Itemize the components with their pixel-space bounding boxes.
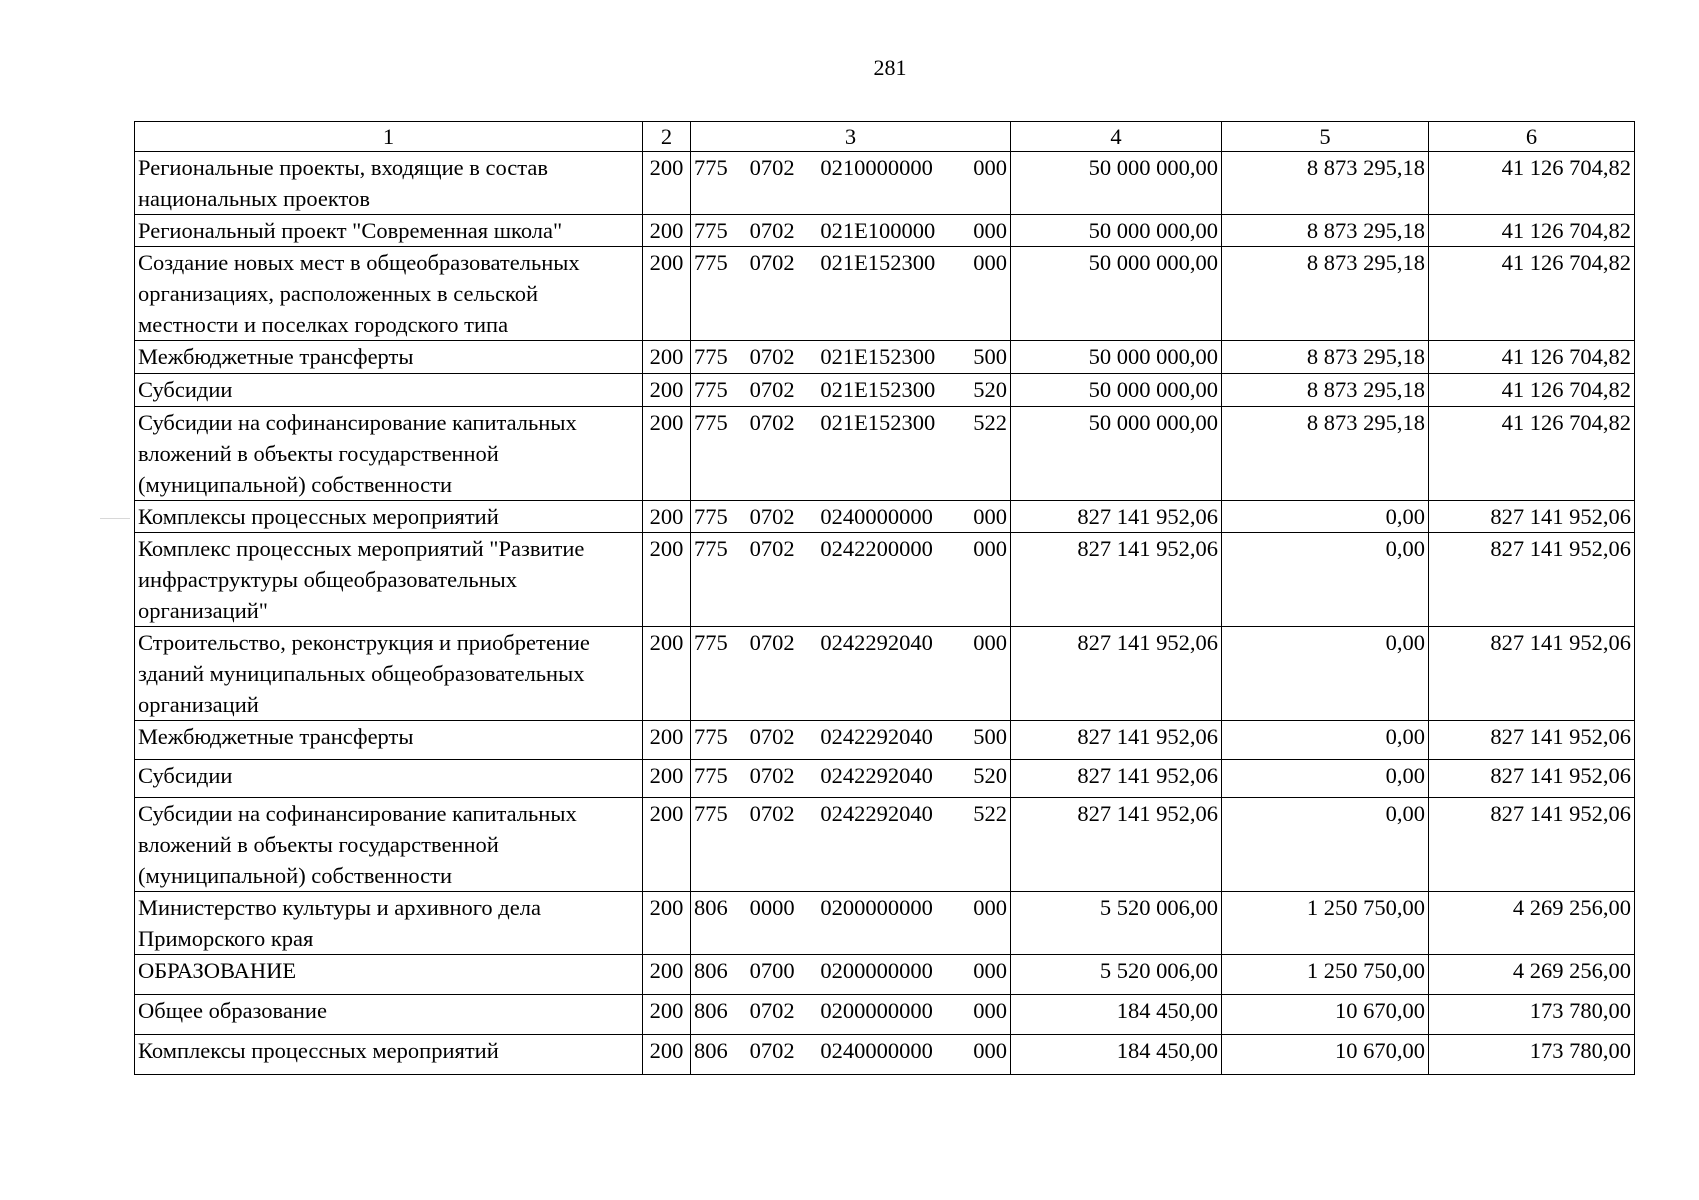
ministry-code: 775 xyxy=(694,504,728,529)
row-amount-col4: 50 000 000,00 xyxy=(1011,152,1222,215)
ministry-code: 806 xyxy=(694,958,728,983)
target-article-code: 0242292040 xyxy=(820,724,933,749)
table-row xyxy=(135,215,1635,247)
expense-type-code: 000 xyxy=(973,250,1007,275)
row-amount-col5: 1 250 750,00 xyxy=(1222,892,1429,955)
scan-artifact-line xyxy=(100,518,130,519)
ministry-code: 775 xyxy=(694,377,728,402)
row-classification-codes xyxy=(691,152,1011,215)
row-amount-col4: 184 450,00 xyxy=(1011,995,1222,1035)
row-name-cell: Региональный проект "Современная школа" xyxy=(135,215,643,247)
row-amount-col4: 50 000 000,00 xyxy=(1011,407,1222,501)
row-amount-col6: 41 126 704,82 xyxy=(1429,247,1635,341)
section-code: 0702 xyxy=(749,250,795,275)
ministry-code: 775 xyxy=(694,410,728,435)
row-name-cell: ОБРАЗОВАНИЕ xyxy=(135,955,643,995)
row-classification-codes xyxy=(691,955,1011,995)
table-row xyxy=(135,341,1635,374)
table-row xyxy=(135,760,1635,798)
ministry-code: 775 xyxy=(694,536,728,561)
section-code: 0702 xyxy=(749,630,795,655)
row-amount-col5: 8 873 295,18 xyxy=(1222,247,1429,341)
section-code: 0000 xyxy=(749,895,795,920)
section-code: 0702 xyxy=(749,1038,795,1063)
row-classification-codes xyxy=(691,407,1011,501)
page-number: 281 xyxy=(873,55,907,80)
row-classification-codes xyxy=(691,247,1011,341)
ministry-code: 775 xyxy=(694,724,728,749)
row-amount-col5: 0,00 xyxy=(1222,760,1429,798)
row-amount-col5: 8 873 295,18 xyxy=(1222,407,1429,501)
row-name-cell: Межбюджетные трансферты xyxy=(135,721,643,760)
row-classification-codes xyxy=(691,533,1011,627)
section-code: 0702 xyxy=(749,377,795,402)
row-amount-col4: 50 000 000,00 xyxy=(1011,215,1222,247)
row-amount-col5: 10 670,00 xyxy=(1222,995,1429,1035)
row-name-cell: Комплексы процессных мероприятий xyxy=(135,501,643,533)
section-code: 0700 xyxy=(749,958,795,983)
row-code-cell: 200 xyxy=(643,501,691,533)
ministry-code: 775 xyxy=(694,801,728,826)
column-header: 6 xyxy=(1429,122,1635,152)
row-name-cell: Межбюджетные трансферты xyxy=(135,341,643,374)
row-classification-codes xyxy=(691,501,1011,533)
row-classification-codes xyxy=(691,627,1011,721)
expense-type-code: 000 xyxy=(973,998,1007,1023)
target-article-code: 0200000000 xyxy=(820,895,933,920)
row-name-cell: Субсидии xyxy=(135,760,643,798)
ministry-code: 775 xyxy=(694,155,728,180)
row-code-cell: 200 xyxy=(643,760,691,798)
table-row xyxy=(135,501,1635,533)
expense-type-code: 522 xyxy=(973,410,1007,435)
ministry-code: 775 xyxy=(694,630,728,655)
target-article-code: 0240000000 xyxy=(820,504,933,529)
table-row xyxy=(135,1035,1635,1075)
section-code: 0702 xyxy=(749,724,795,749)
expense-type-code: 500 xyxy=(973,724,1007,749)
row-amount-col4: 827 141 952,06 xyxy=(1011,501,1222,533)
table-row xyxy=(135,721,1635,760)
row-code-cell: 200 xyxy=(643,247,691,341)
row-amount-col6: 41 126 704,82 xyxy=(1429,152,1635,215)
ministry-code: 806 xyxy=(694,998,728,1023)
row-amount-col6: 4 269 256,00 xyxy=(1429,955,1635,995)
row-code-cell: 200 xyxy=(643,152,691,215)
row-classification-codes xyxy=(691,721,1011,760)
target-article-code: 0242292040 xyxy=(820,630,933,655)
table-row xyxy=(135,892,1635,955)
row-amount-col5: 8 873 295,18 xyxy=(1222,215,1429,247)
row-amount-col4: 50 000 000,00 xyxy=(1011,374,1222,407)
row-code-cell: 200 xyxy=(643,798,691,892)
row-amount-col6: 173 780,00 xyxy=(1429,995,1635,1035)
row-amount-col4: 827 141 952,06 xyxy=(1011,760,1222,798)
row-classification-codes xyxy=(691,995,1011,1035)
row-amount-col6: 41 126 704,82 xyxy=(1429,374,1635,407)
row-amount-col6: 827 141 952,06 xyxy=(1429,798,1635,892)
row-classification-codes xyxy=(691,374,1011,407)
section-code: 0702 xyxy=(749,218,795,243)
column-header: 5 xyxy=(1222,122,1429,152)
row-code-cell: 200 xyxy=(643,1035,691,1075)
table-row xyxy=(135,798,1635,892)
section-code: 0702 xyxy=(749,763,795,788)
row-amount-col6: 41 126 704,82 xyxy=(1429,215,1635,247)
target-article-code: 0242292040 xyxy=(820,763,933,788)
row-amount-col4: 827 141 952,06 xyxy=(1011,721,1222,760)
target-article-code: 021E152300 xyxy=(820,344,936,369)
column-header: 3 xyxy=(691,122,1011,152)
ministry-code: 806 xyxy=(694,1038,728,1063)
row-code-cell: 200 xyxy=(643,215,691,247)
ministry-code: 775 xyxy=(694,763,728,788)
section-code: 0702 xyxy=(749,536,795,561)
table-row xyxy=(135,995,1635,1035)
row-code-cell: 200 xyxy=(643,341,691,374)
table-row xyxy=(135,955,1635,995)
budget-table xyxy=(134,121,1635,1075)
row-classification-codes xyxy=(691,760,1011,798)
table-row xyxy=(135,627,1635,721)
target-article-code: 021E152300 xyxy=(820,410,936,435)
row-classification-codes xyxy=(691,798,1011,892)
target-article-code: 0242292040 xyxy=(820,801,933,826)
row-amount-col5: 8 873 295,18 xyxy=(1222,341,1429,374)
row-amount-col5: 8 873 295,18 xyxy=(1222,374,1429,407)
row-amount-col4: 50 000 000,00 xyxy=(1011,247,1222,341)
row-name-cell: Субсидии xyxy=(135,374,643,407)
ministry-code: 775 xyxy=(694,344,728,369)
row-code-cell: 200 xyxy=(643,374,691,407)
row-name-cell: Создание новых мест в общеобразовательных организациях, расположенных в сельской местности и поселках городского типа xyxy=(135,247,643,341)
row-amount-col6: 827 141 952,06 xyxy=(1429,533,1635,627)
column-header: 4 xyxy=(1011,122,1222,152)
section-code: 0702 xyxy=(749,410,795,435)
table-row xyxy=(135,152,1635,215)
row-name-cell: Комплекс процессных мероприятий "Развитие инфраструктуры общеобразовательных организаций" xyxy=(135,533,643,627)
row-name-cell: Комплексы процессных мероприятий xyxy=(135,1035,643,1075)
expense-type-code: 000 xyxy=(973,958,1007,983)
row-amount-col5: 0,00 xyxy=(1222,533,1429,627)
row-amount-col5: 10 670,00 xyxy=(1222,1035,1429,1075)
row-code-cell: 200 xyxy=(643,955,691,995)
table-row xyxy=(135,533,1635,627)
row-amount-col4: 827 141 952,06 xyxy=(1011,798,1222,892)
ministry-code: 806 xyxy=(694,895,728,920)
expense-type-code: 000 xyxy=(973,895,1007,920)
row-amount-col6: 173 780,00 xyxy=(1429,1035,1635,1075)
row-amount-col5: 0,00 xyxy=(1222,798,1429,892)
row-classification-codes xyxy=(691,892,1011,955)
row-name-cell: Региональные проекты, входящие в состав национальных проектов xyxy=(135,152,643,215)
row-code-cell: 200 xyxy=(643,407,691,501)
expense-type-code: 520 xyxy=(973,377,1007,402)
row-name-cell: Общее образование xyxy=(135,995,643,1035)
expense-type-code: 000 xyxy=(973,218,1007,243)
row-classification-codes xyxy=(691,341,1011,374)
row-name-cell: Субсидии на софинансирование капитальных вложений в объекты государственной (муниципальной) собственности xyxy=(135,407,643,501)
column-header: 2 xyxy=(643,122,691,152)
expense-type-code: 000 xyxy=(973,630,1007,655)
row-amount-col5: 0,00 xyxy=(1222,721,1429,760)
expense-type-code: 000 xyxy=(973,1038,1007,1063)
row-code-cell: 200 xyxy=(643,721,691,760)
row-amount-col5: 0,00 xyxy=(1222,627,1429,721)
row-amount-col4: 5 520 006,00 xyxy=(1011,955,1222,995)
row-classification-codes xyxy=(691,1035,1011,1075)
column-header: 1 xyxy=(135,122,643,152)
section-code: 0702 xyxy=(749,998,795,1023)
row-name-cell: Министерство культуры и архивного дела Приморского края xyxy=(135,892,643,955)
ministry-code: 775 xyxy=(694,250,728,275)
row-amount-col5: 0,00 xyxy=(1222,501,1429,533)
target-article-code: 021E152300 xyxy=(820,250,936,275)
row-amount-col6: 827 141 952,06 xyxy=(1429,721,1635,760)
ministry-code: 775 xyxy=(694,218,728,243)
row-amount-col6: 827 141 952,06 xyxy=(1429,627,1635,721)
section-code: 0702 xyxy=(749,155,795,180)
expense-type-code: 000 xyxy=(973,504,1007,529)
table-body xyxy=(135,152,1635,1075)
row-amount-col4: 184 450,00 xyxy=(1011,1035,1222,1075)
row-code-cell: 200 xyxy=(643,627,691,721)
row-amount-col6: 41 126 704,82 xyxy=(1429,407,1635,501)
target-article-code: 0210000000 xyxy=(820,155,933,180)
row-name-cell: Строительство, реконструкция и приобретение зданий муниципальных общеобразовательных организаций xyxy=(135,627,643,721)
section-code: 0702 xyxy=(749,504,795,529)
row-amount-col4: 5 520 006,00 xyxy=(1011,892,1222,955)
header-row xyxy=(135,122,1635,152)
target-article-code: 0200000000 xyxy=(820,998,933,1023)
row-amount-col4: 827 141 952,06 xyxy=(1011,627,1222,721)
expense-type-code: 000 xyxy=(973,536,1007,561)
target-article-code: 0242200000 xyxy=(820,536,933,561)
expense-type-code: 000 xyxy=(973,155,1007,180)
row-name-cell: Субсидии на софинансирование капитальных вложений в объекты государственной (муниципальной) собственности xyxy=(135,798,643,892)
row-code-cell: 200 xyxy=(643,995,691,1035)
row-amount-col5: 8 873 295,18 xyxy=(1222,152,1429,215)
target-article-code: 0200000000 xyxy=(820,958,933,983)
table-row xyxy=(135,247,1635,341)
row-amount-col4: 827 141 952,06 xyxy=(1011,533,1222,627)
table-row xyxy=(135,374,1635,407)
target-article-code: 0240000000 xyxy=(820,1038,933,1063)
row-code-cell: 200 xyxy=(643,892,691,955)
row-amount-col6: 827 141 952,06 xyxy=(1429,760,1635,798)
row-amount-col6: 827 141 952,06 xyxy=(1429,501,1635,533)
target-article-code: 021E152300 xyxy=(820,377,936,402)
expense-type-code: 500 xyxy=(973,344,1007,369)
row-code-cell: 200 xyxy=(643,533,691,627)
row-amount-col6: 41 126 704,82 xyxy=(1429,341,1635,374)
row-amount-col6: 4 269 256,00 xyxy=(1429,892,1635,955)
expense-type-code: 522 xyxy=(973,801,1007,826)
row-amount-col5: 1 250 750,00 xyxy=(1222,955,1429,995)
table-row xyxy=(135,407,1635,501)
row-classification-codes xyxy=(691,215,1011,247)
target-article-code: 021E100000 xyxy=(820,218,936,243)
section-code: 0702 xyxy=(749,801,795,826)
row-amount-col4: 50 000 000,00 xyxy=(1011,341,1222,374)
expense-type-code: 520 xyxy=(973,763,1007,788)
section-code: 0702 xyxy=(749,344,795,369)
